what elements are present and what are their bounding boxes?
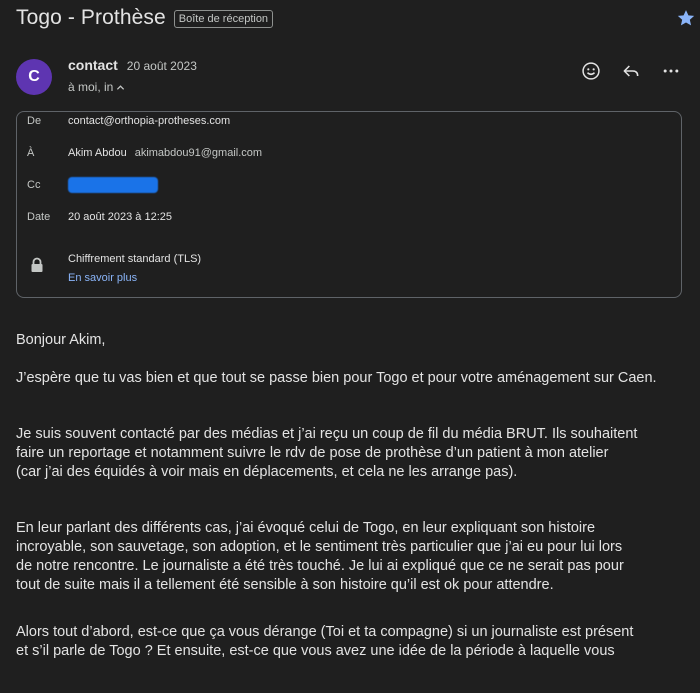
- cc-label: Cc: [27, 179, 41, 191]
- recipients-toggle[interactable]: [68, 80, 125, 94]
- recipients-summary: à moi, in: [68, 80, 114, 94]
- sender-avatar[interactable]: C: [16, 59, 52, 95]
- from-label: De: [27, 115, 42, 127]
- cc-redacted: [68, 177, 158, 193]
- star-icon[interactable]: [676, 8, 696, 28]
- sender-name[interactable]: contact: [68, 57, 118, 73]
- paragraph-2-line-2: faire un reportage et notamment suivre le rdv de pose de prothèse d’un patient à mon atelier: [16, 445, 609, 461]
- emoji-reaction-button[interactable]: [580, 60, 602, 82]
- subject-bar: [16, 2, 684, 34]
- to-email: akimabdou91@gmail.com: [134, 147, 263, 159]
- to-label: À: [27, 147, 35, 159]
- chevron-up-icon: [116, 83, 125, 92]
- to-name: Akim Abdou: [68, 147, 127, 159]
- lock-icon: [30, 257, 44, 273]
- paragraph-3-line-2: incroyable, son sauvetage, son adoption, et le sentiment très particulier que j’ai eu pour lui lors: [16, 539, 623, 555]
- message-details-panel: [16, 111, 682, 298]
- reply-button[interactable]: [620, 60, 642, 82]
- from-address[interactable]: contact@orthopia-protheses.com: [68, 115, 231, 127]
- sent-date: 20 août 2023: [126, 59, 197, 73]
- paragraph-4-line-2: et s’il parle de Togo ? Et ensuite, est-ce que vous avez une idée de la période à laquelle vous: [16, 643, 615, 659]
- message-actions: [580, 60, 682, 82]
- more-vert-icon: [661, 61, 681, 81]
- email-subject: Togo - Prothèse: [16, 6, 166, 29]
- more-options-button[interactable]: [660, 60, 682, 82]
- paragraph-3-line-4: tout de suite mais il a tellement été sensible à son histoire qu’il est ok pour attendre.: [16, 577, 554, 593]
- paragraph-3-line-3: de notre rencontre. Le journaliste a été très touché. Je lui ai expliqué que ce ne serait pas pour: [16, 558, 624, 574]
- date-value: 20 août 2023 à 12:25: [68, 211, 172, 223]
- paragraph-4: [16, 623, 684, 661]
- to-recipient[interactable]: [68, 147, 262, 159]
- emoji-icon: [581, 61, 601, 81]
- paragraph-2-line-3: (car j’ai des équidés à voir mais en déplacements, et cela ne les arrange pas).: [16, 464, 518, 480]
- paragraph-3-line-1: En leur parlant des différents cas, j’ai évoqué celui de Togo, en leur expliquant son histoire: [16, 520, 596, 536]
- paragraph-1: J’espère que tu vas bien et que tout se passe bien pour Togo et pour votre aménagement sur Caen.: [16, 370, 657, 386]
- encryption-title: Chiffrement standard (TLS): [68, 253, 202, 265]
- learn-more-link[interactable]: En savoir plus: [68, 272, 138, 284]
- greeting: Bonjour Akim,: [16, 332, 106, 348]
- sender-line: [68, 57, 197, 73]
- paragraph-4-line-1: Alors tout d’abord, est-ce que ça vous dérange (Toi et ta compagne) si un journaliste est présent: [16, 624, 634, 640]
- paragraph-2-line-1: Je suis souvent contacté par des médias et j’ai reçu un coup de fil du média BRUT. Ils souhaitent: [16, 426, 638, 442]
- reply-icon: [621, 61, 641, 81]
- paragraph-2: [16, 425, 684, 482]
- redaction-mark: [68, 177, 158, 193]
- inbox-label-badge[interactable]: Boîte de réception: [174, 10, 273, 28]
- paragraph-3: [16, 519, 684, 595]
- email-body: [16, 331, 684, 661]
- date-label: Date: [27, 211, 51, 223]
